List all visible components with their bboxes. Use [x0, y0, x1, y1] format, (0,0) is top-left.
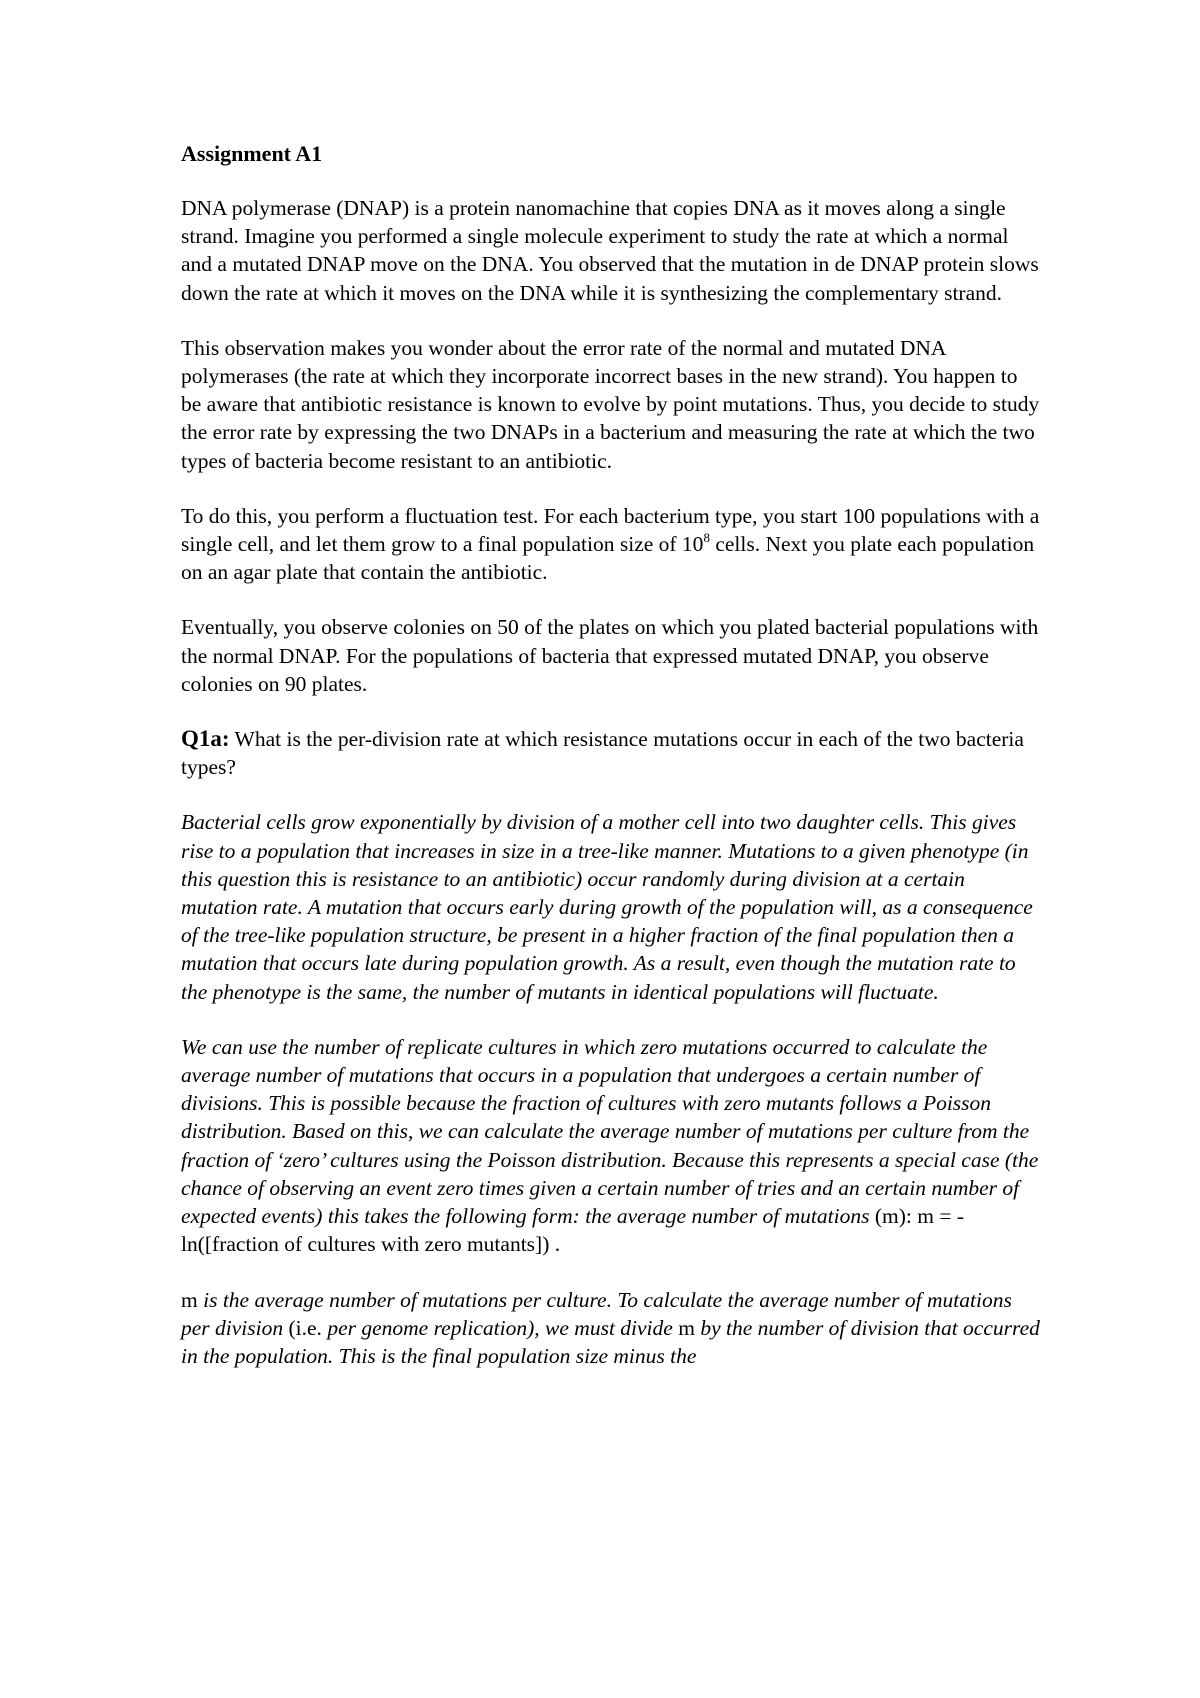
population-exponent: 8: [703, 530, 710, 546]
intro-paragraph-4: Eventually, you observe colonies on 50 of the plates on which you plated bacterial populations with the normal DNAP. For the populations of bacteria that expressed mutated DNAP, you observe colonies on 90 plates.: [181, 615, 1039, 696]
document-page: [181, 140, 1041, 1397]
answer-p3-italic-2: per genome replication), we must divide: [321, 1315, 679, 1340]
p3-text-before: To do this, you perform a fluctuation test. For each bacterium type, you start 100 populations with a single cell, and let them grow to a final population size of 10: [181, 503, 1040, 557]
answer-p3-m: m: [181, 1287, 198, 1312]
p3-text-after: cells. Next you plate each population on an agar plate that contain the antibiotic.: [181, 532, 1035, 585]
intro-paragraph-2: This observation makes you wonder about the error rate of the normal and mutated DNA polymerases (the rate at which they incorporate incorrect bases in the new strand). You happen to be aware that antibiotic resistance is known to evolve by point mutations. Thus, you decide to study the error rate by expressing the two DNAPs in a bacterium and measuring the rate at which the two types of bacteria become resistant to an antibiotic.: [181, 335, 1040, 473]
answer-paragraph-3: [181, 1286, 1041, 1371]
answer-p2-formula: (m): m = -ln([fraction of cultures with zero mutants]) .: [181, 1204, 964, 1257]
answer-paragraph-1: Bacterial cells grow exponentially by division of a mother cell into two daughter cells. This gives rise to a population that increases in size in a tree-like manner. Mutations to a given phenotype (in this question this is resistance to an antibiotic) occur randomly during division at a certain mutation rate. A mutation that occurs early during growth of the population will, as a consequence of the tree-like population structure, be present in a higher fraction of the final population then a mutation that occurs late during population growth. As a result, even though the mutation rate to the phenotype is the same, the number of mutants in identical populations will fluctuate.: [181, 810, 1033, 1004]
question-label: Q1a:: [181, 726, 230, 752]
answer-p3-ie: (i.e.: [288, 1315, 322, 1340]
assignment-title: Assignment A1: [181, 141, 323, 166]
question-q1a: [181, 725, 1041, 781]
answer-p2-italic: We can use the number of replicate cultures in which zero mutations occurred to calculate the average number of mutations that occurs in a population that undergoes a certain number of divisions. This is possible because the fraction of cultures with zero mutants follows a Poisson distribution. Based on this, we can calculate the average number of mutations per culture from the fraction of ‘zero’ cultures using the Poisson distribution. Because this represents a special case (the chance of observing an event zero times given a certain number of tries and an certain number of expected events) this takes the following form: the average number of mutations: [181, 1034, 1039, 1229]
answer-p3-m-2: m: [678, 1315, 695, 1340]
question-text: What is the per-division rate at which resistance mutations occur in each of the two bacteria types?: [181, 727, 1024, 780]
intro-paragraph-1: DNA polymerase (DNAP) is a protein nanomachine that copies DNA as it moves along a single strand. Imagine you performed a single molecule experiment to study the rate at which a normal and a mutated DNAP move on the DNA. You observed that the mutation in de DNAP protein slows down the rate at which it moves on the DNA while it is synthesizing the complementary strand.: [181, 196, 1039, 305]
answer-p3-italic-3: by the number of division that occurred in the population. This is the final population size minus the: [181, 1315, 1040, 1368]
intro-paragraph-3: [181, 502, 1041, 587]
answer-paragraph-2: [181, 1033, 1041, 1259]
answer-p3-italic-1: is the average number of mutations per culture. To calculate the average number of mutations per division: [181, 1287, 1012, 1340]
